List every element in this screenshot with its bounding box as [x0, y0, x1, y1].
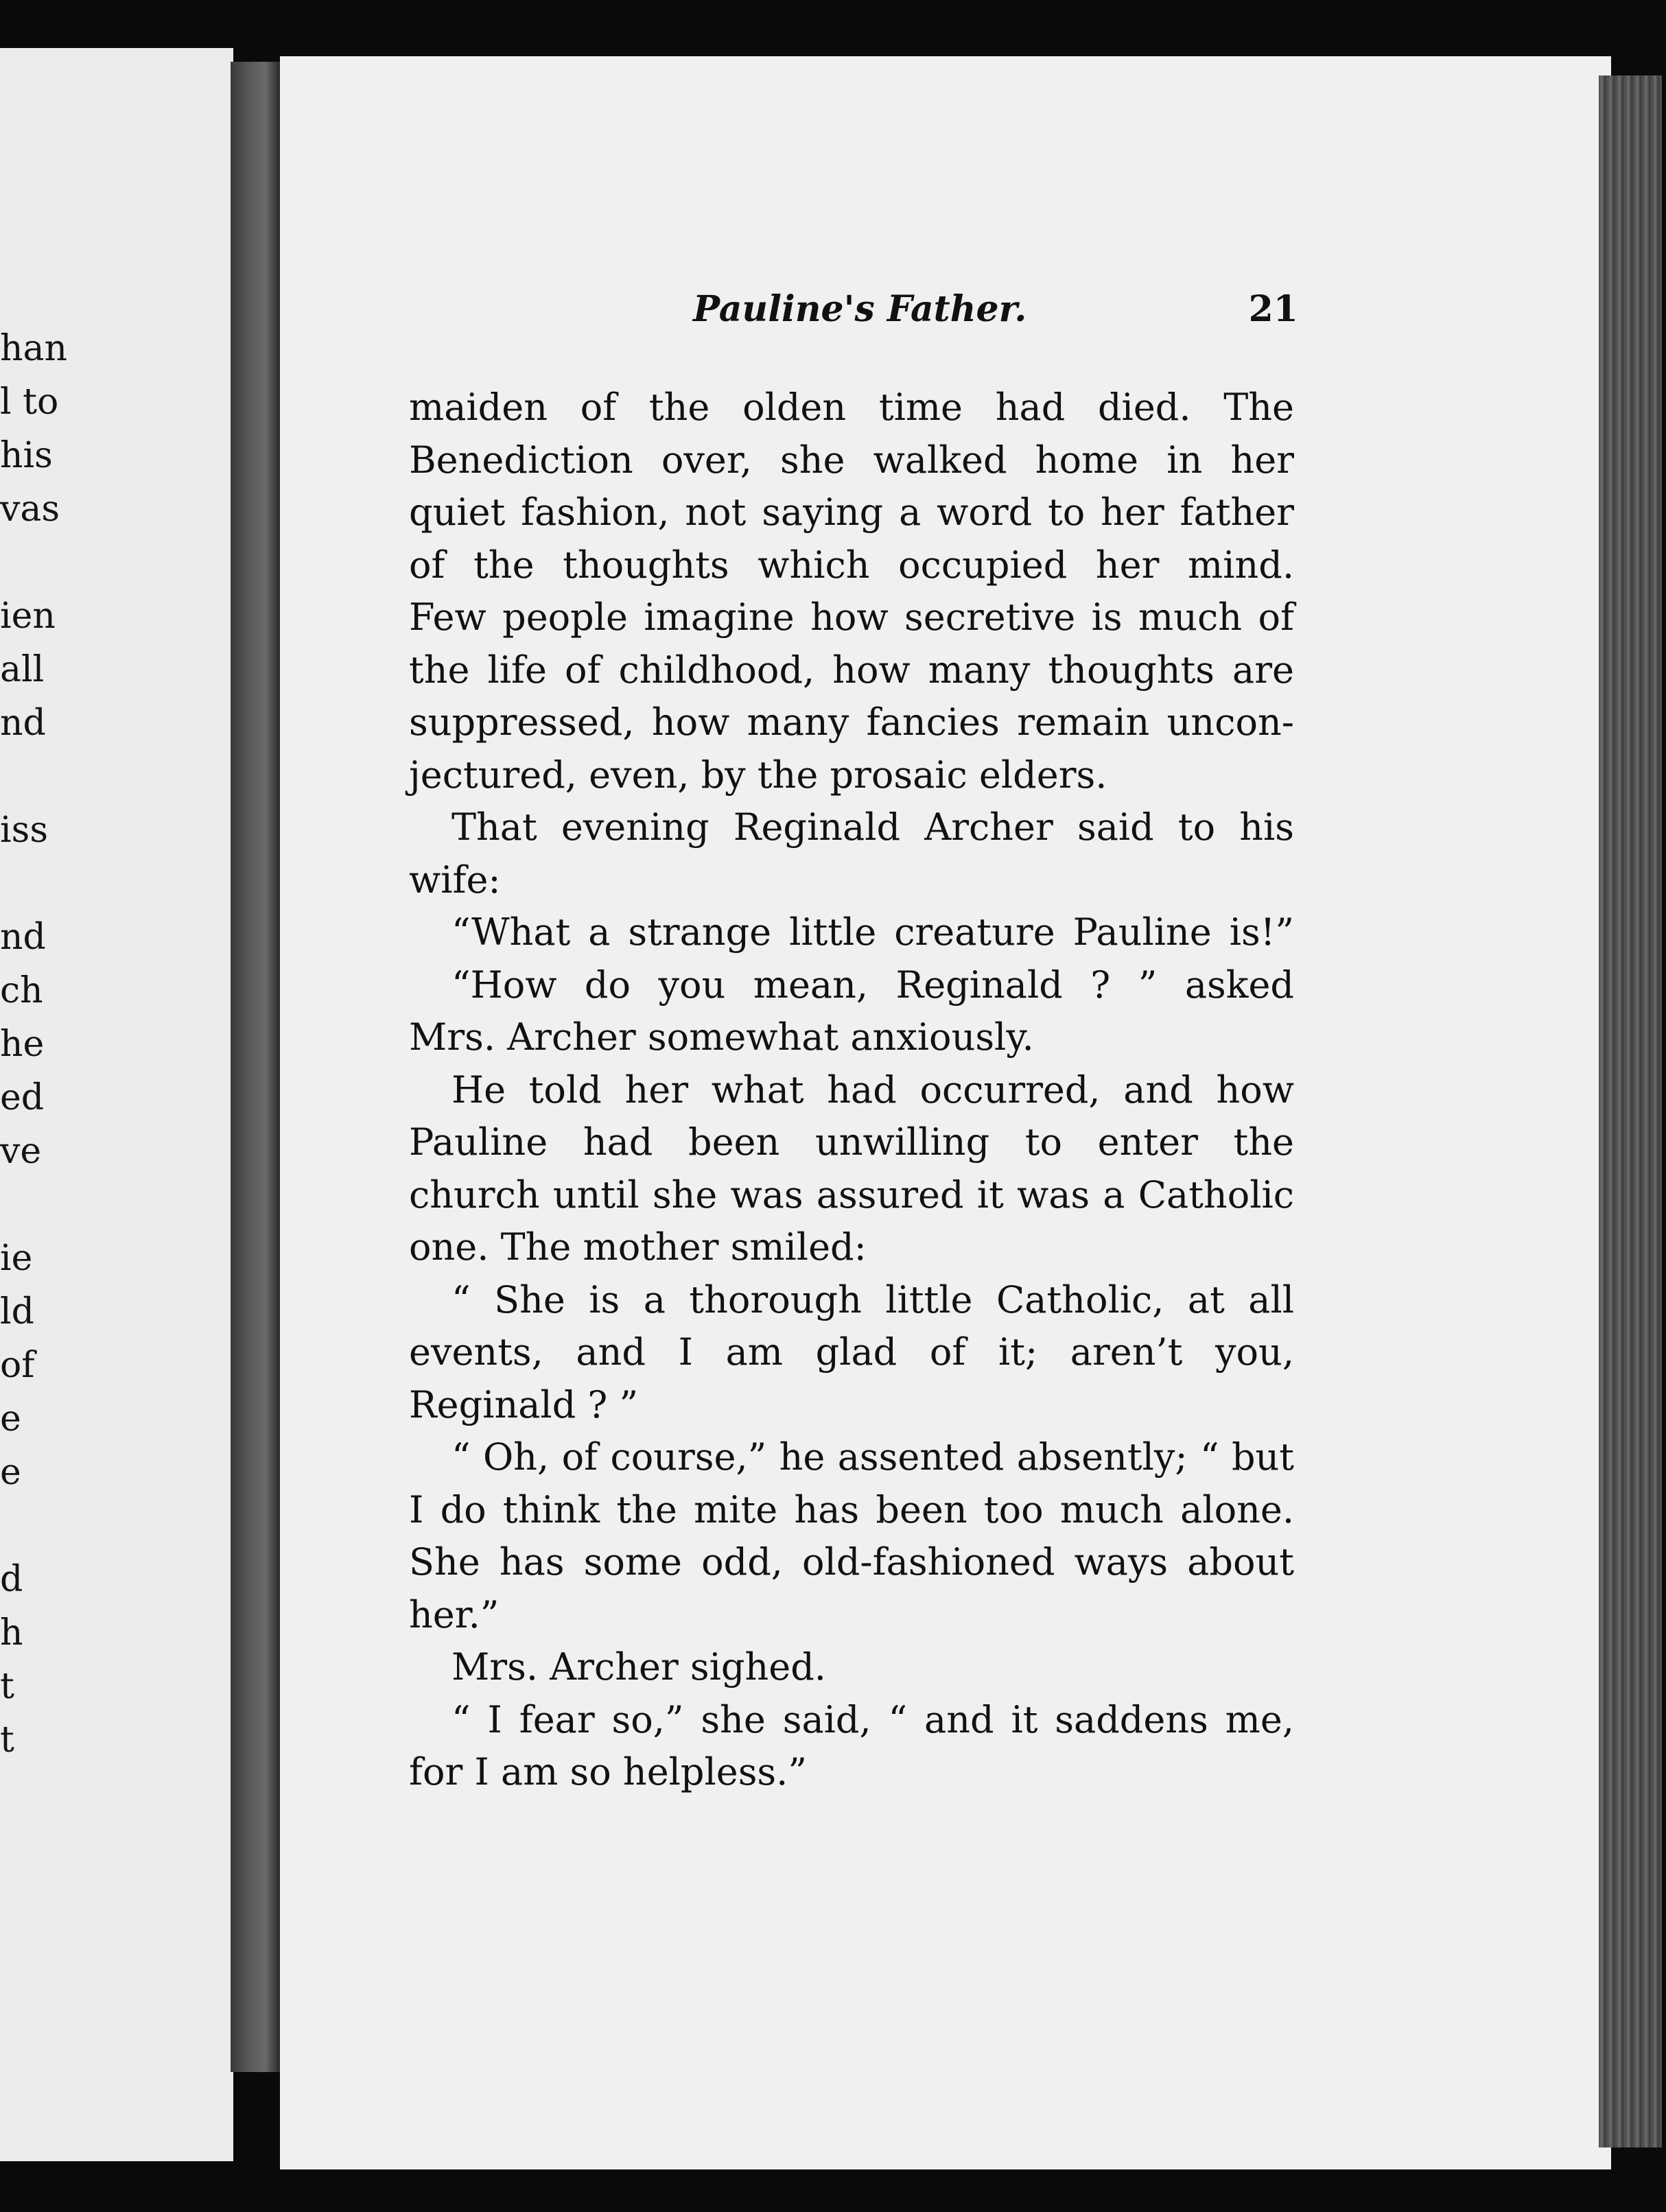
previous-page-fragment: of	[0, 1345, 35, 1386]
text-line: one. The mother smiled:	[409, 1225, 867, 1269]
page-header	[679, 288, 1311, 336]
previous-page-fragment: nd	[0, 917, 46, 958]
text-line: That evening Reginald Archer said to his	[451, 805, 1294, 849]
previous-page-fragment: nd	[0, 703, 46, 744]
text-line: “ She is a thorough little Catholic, at all	[451, 1278, 1294, 1321]
previous-page-fragment: h	[0, 1612, 23, 1654]
previous-page-fragment: ve	[0, 1131, 42, 1172]
previous-page-fragment: ie	[0, 1238, 33, 1279]
text-line: She has some odd, old-fashioned ways about	[409, 1540, 1294, 1584]
previous-page-fragment: d	[0, 1559, 23, 1600]
text-line: Few people imagine how secretive is much of	[409, 596, 1294, 639]
previous-page-fragment: iss	[0, 810, 49, 851]
text-line: I do think the mite has been too much alone.	[409, 1487, 1294, 1531]
previous-page-fragment: vas	[0, 489, 60, 530]
text-line: of the thoughts which occupied her mind.	[409, 543, 1294, 587]
text-line: her.”	[409, 1592, 500, 1636]
previous-page-fragment: ed	[0, 1077, 45, 1118]
text-line: quiet fashion, not saying a word to her father	[409, 491, 1294, 534]
previous-page-fragment: l to	[0, 381, 59, 423]
previous-page-fragment: e	[0, 1452, 21, 1493]
text-line: wife:	[409, 858, 501, 902]
previous-page-fragment: he	[0, 1024, 45, 1065]
previous-page-fragment: his	[0, 435, 53, 476]
text-line: Mrs. Archer somewhat anxiously.	[409, 1015, 1034, 1059]
text-line: events, and I am glad of it; aren’t you,	[409, 1330, 1294, 1374]
text-line: Benediction over, she walked home in her	[409, 438, 1294, 482]
previous-page-fragment: han	[0, 328, 67, 369]
text-line: “How do you mean, Reginald ? ” asked	[451, 963, 1294, 1007]
text-line: Reginald ? ”	[409, 1382, 639, 1426]
previous-page-fragment: ch	[0, 970, 43, 1011]
previous-page-fragment: e	[0, 1398, 21, 1439]
page-block-edge	[1599, 75, 1662, 2148]
text-line: “ I fear so,” she said, “ and it saddens me,	[451, 1697, 1294, 1741]
text-line: maiden of the olden time had died. The	[409, 386, 1294, 429]
previous-page-fragment: ien	[0, 596, 56, 637]
text-line: for I am so helpless.”	[409, 1750, 807, 1793]
text-line: Pauline had been unwilling to enter the	[409, 1120, 1294, 1164]
book-gutter	[231, 62, 280, 2072]
page-number: 21	[1248, 288, 1298, 330]
text-line: suppressed, how many fancies remain uncon-	[409, 701, 1294, 744]
text-line: jectured, even, by the prosaic elders.	[409, 753, 1107, 797]
previous-page-fragment: t	[0, 1666, 14, 1707]
previous-page-fragment: all	[0, 649, 45, 690]
text-line: Mrs. Archer sighed.	[451, 1645, 826, 1689]
text-line: the life of childhood, how many thoughts are	[409, 648, 1294, 692]
text-line: “ Oh, of course,” he assented absently; “ but	[451, 1435, 1294, 1479]
running-head: Pauline's Father.	[693, 288, 1027, 330]
text-line: church until she was assured it was a Catholic	[409, 1173, 1294, 1216]
previous-page-fragment: ld	[0, 1291, 34, 1332]
text-line: “What a strange little creature Pauline is!”	[451, 910, 1294, 954]
body-text	[409, 381, 1294, 1799]
previous-page-fragment: t	[0, 1719, 14, 1761]
text-line: He told her what had occurred, and how	[451, 1068, 1294, 1111]
previous-page-edge	[0, 48, 233, 2161]
